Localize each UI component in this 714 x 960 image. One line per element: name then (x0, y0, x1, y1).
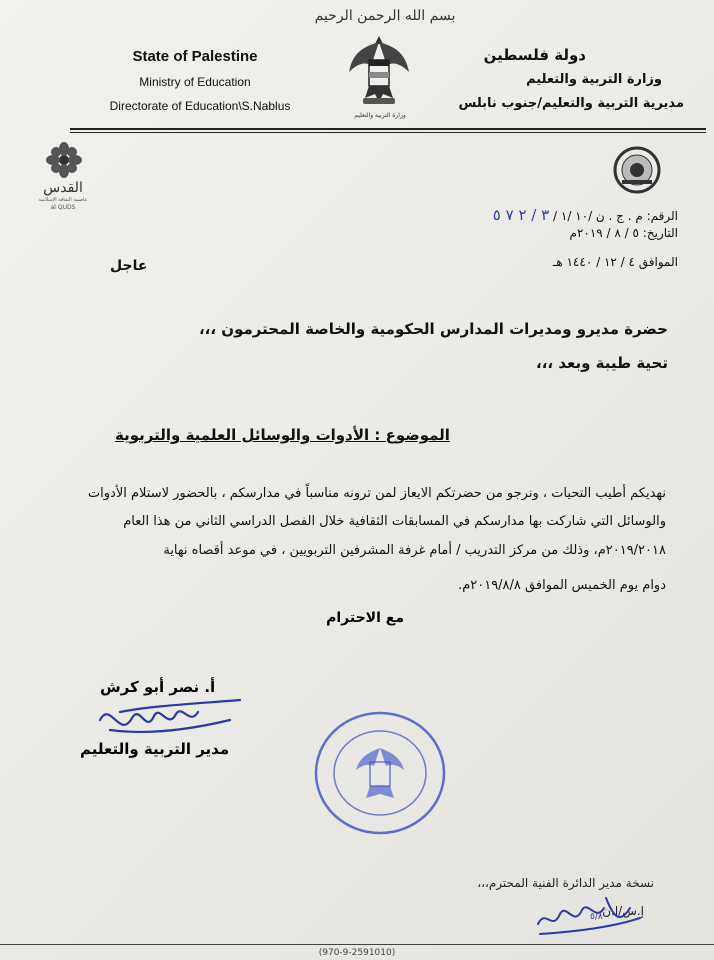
body-line: نهديكم أطيب التحيات ، ونرجو من حضرتكم الايعاز لمن ترونه مناسباً في مدارسكم ، بالحضور لاستلام الأدوات (87, 486, 666, 501)
header-ar-state: دولة فلسطين (483, 46, 586, 64)
quds-logo-english: al QUDS (50, 204, 76, 211)
basmala: بسم الله الرحمن الرحيم (314, 8, 456, 24)
body-line: والوسائل التي شاركت بها مدارسكم في المسابقات الثقافية خلال الفصل الدراسي الثاني من هذا العام (123, 514, 666, 529)
initials-date: ٥/٨ (590, 912, 603, 922)
urgent-label: عاجل (110, 258, 148, 274)
reference-date (570, 226, 679, 240)
header-ar-ministry: وزارة التربية والتعليم (526, 72, 662, 87)
copy-recipient: نسخة مدير الدائرة الفنية المحترم،،، (477, 876, 654, 890)
signatory-name: أ. نصر أبو كرش (100, 678, 216, 696)
header-divider-thin (70, 132, 706, 133)
salutation-recipients: حضرة مديرو ومديرات المدارس الحكومية والخاصة المحترمون ،،، (198, 320, 668, 338)
closing-regards: مع الاحترام (326, 610, 404, 626)
header-en-directorate: Directorate of Education\S.Nablus (109, 99, 291, 113)
reference-hijri-label: الموافق (638, 255, 678, 269)
reference-number-handwritten: ٣ / ٢ ٧ ٥ (492, 206, 550, 224)
quds-logo-title: القدس (43, 180, 83, 196)
quds-logo-subtitle: عاصمة الثقافة الإسلامية (38, 197, 88, 203)
reference-date-value: ٥ / ٨ / ٢٠١٩م (569, 226, 639, 240)
footer-phone: (970-9-2591010) (318, 948, 396, 958)
typist-initials: إ.س/ا.ن (602, 904, 644, 918)
header-en-state: State of Palestine (132, 48, 258, 65)
reference-number (493, 206, 678, 224)
palestine-eagle-emblem-icon (345, 32, 413, 112)
official-stamp (312, 708, 448, 838)
emblem-caption: وزارة التربية والتعليم (354, 112, 406, 119)
reference-number-label: الرقم: م . ج . ن /١٠ /١ / (553, 209, 678, 223)
subject-line: الموضوع : الأدوات والوسائل العلمية والتربوية (115, 426, 450, 444)
reference-hijri-date (553, 255, 678, 269)
reference-date-label: التاريخ: (642, 226, 678, 240)
header-divider (70, 128, 706, 130)
body-line: ٢٠١٩/٢٠١٨م، وذلك من مركز التدريب / أمام غرفة المشرفين التربويين ، في موعد أقصاه نهاية (163, 543, 666, 558)
header-ar-directorate: مديرية التربية والتعليم/جنوب نابلس (458, 96, 684, 111)
salutation-greeting: تحية طيبة وبعد ،،، (536, 354, 668, 372)
circular-badge-icon (612, 146, 662, 194)
signatory-title: مدير التربية والتعليم (80, 740, 230, 758)
header-en-ministry: Ministry of Education (139, 75, 251, 89)
reference-hijri-value: ٤ / ١٢ / ١٤٤٠ هـ (552, 255, 635, 269)
body-line: دوام يوم الخميس الموافق ٢٠١٩/٨/٨م. (458, 578, 666, 593)
footer-divider (0, 944, 714, 945)
